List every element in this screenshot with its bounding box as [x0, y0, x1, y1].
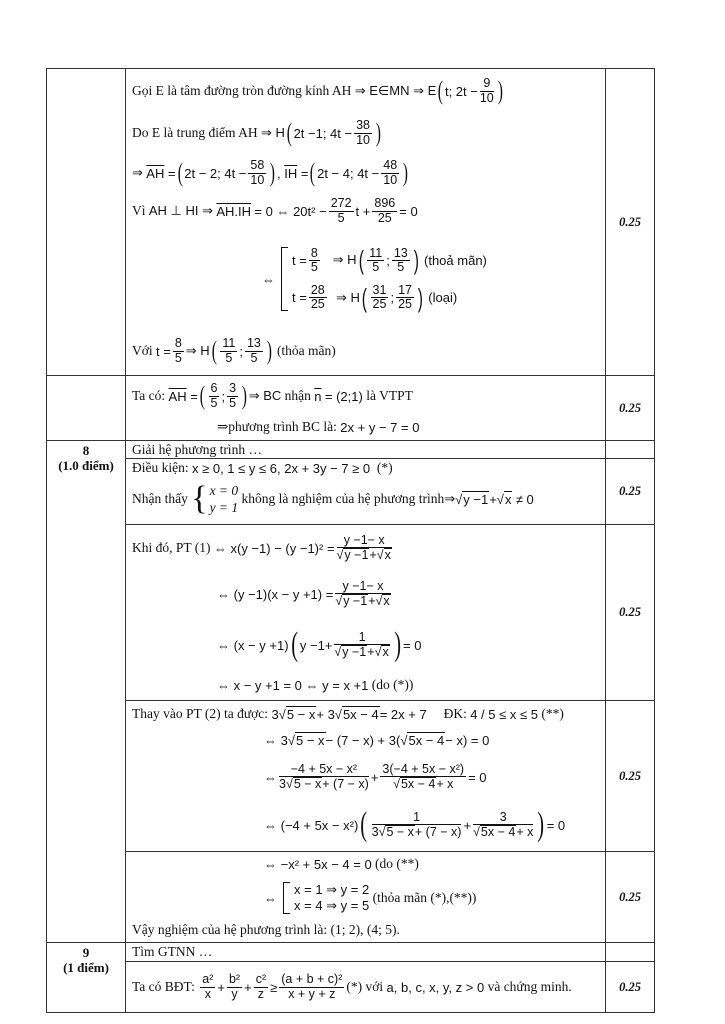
text: Khi đó, PT (1)	[132, 540, 211, 555]
content-cell	[126, 525, 606, 701]
line-inequality: Ta có BĐT: $\frac{\text{a²}}{x}$ + $\frac{\text{b²}}{y}$ + $\frac{\text{c²}}{z}$ ≥ $\frac{\text{(a + b + c)²}}{x + y + z}$ (*) với a, b, c, x, y, z > 0 và chứng minh.	[132, 972, 572, 1001]
question-title: Tìm GTNN …	[132, 944, 213, 959]
question-points: (1 điểm)	[63, 960, 109, 975]
question-points: (1.0 điểm)	[58, 458, 114, 473]
score-cell: 0.25	[606, 376, 655, 441]
line-final: Vậy nghiệm của hệ phương trình là: (1; 2), (4; 5).	[132, 922, 400, 937]
paren-open: (	[438, 76, 444, 105]
paren-close: )	[497, 76, 503, 105]
vector-ah: $\overline{AH}$	[146, 165, 165, 181]
fraction	[480, 77, 494, 104]
text: Nhận thấy	[132, 491, 188, 506]
math: = 0 ⇔ 20t² −	[254, 203, 327, 219]
line-quadratic: ⇔ −x² + 5x − 4 = 0 (do (**)	[264, 856, 419, 872]
score-cell-empty	[606, 441, 655, 459]
point-system: { x = 0 y = 1	[191, 480, 239, 517]
line-pt2-factor: ⇔ (−4 + 5x − x²) ( 1 3√ 5 − x + (7 − x) + 3 √ 5x − 4 + x ) = 0	[264, 806, 566, 843]
numerator: 48	[383, 158, 398, 173]
content-cell	[126, 852, 606, 943]
paren-close: )	[270, 158, 276, 187]
math: AH ⊥ HI ⇒	[148, 203, 213, 218]
denominator: 5	[337, 210, 345, 225]
line-bc-equation	[132, 416, 599, 438]
math: t; 2t −	[444, 83, 478, 99]
math: ⇒ H	[260, 125, 285, 140]
numerator: 58	[250, 158, 265, 173]
line-pt1-factor: ⇔ (y −1)(x − y +1) = y −1− x √ y −1 +√ x	[217, 578, 390, 608]
score-cell: 0.25	[606, 69, 655, 376]
fraction	[372, 197, 397, 224]
roots-system: x = 1 ⇒ y = 2 x = 4 ⇒ y = 5	[283, 882, 369, 914]
status-ok: (thoả mãn)	[424, 252, 487, 268]
question-cell-empty	[47, 69, 126, 376]
numerator: 38	[356, 118, 371, 133]
math: 2t − 2; 4t −	[184, 165, 247, 181]
numerator: 9	[480, 77, 494, 91]
line-pt2-conjugate: ⇔ −4 + 5x − x² 3√ 5 − x + (7 − x) + 3(−4 + 5x − x²) √ 5x − 4 + x = 0	[264, 761, 487, 791]
paren-close: )	[402, 158, 409, 187]
solution-1: t = $\frac{8}{5}$ ⇒ H ( $\frac{11}{5}$ ; $\frac{13}{5}$ ) (thoả mãn)	[292, 245, 487, 276]
paren-open: (	[286, 118, 292, 147]
score-cell: 0.25	[606, 962, 655, 1013]
row-pt2	[47, 701, 655, 852]
line-roots: ⇔ x = 1 ⇒ y = 2 x = 4 ⇒ y = 5 (thỏa mãn (*),(**))	[264, 882, 477, 913]
line-vectors: ⇒ $\overline{AH}$ = ( 2t − 2; 4t − $\frac{58}{10}$ ) , $\overline{IH}$ = ( 2t − 4; 4t − $\frac{48}{10}$ )	[132, 158, 409, 187]
question-title: Giải hệ phương trình …	[132, 441, 262, 457]
line-e-center	[132, 69, 599, 113]
line-perpendicular	[132, 193, 599, 229]
question-cell-empty	[47, 376, 126, 441]
line-check-point: Nhận thấy { x = 0 y = 1 không là nghiệm của hệ phương trình ⇒ √ y −1 + √ x ≠ 0	[132, 480, 534, 517]
row-pt2-solve	[47, 852, 655, 943]
line-pt1-product: ⇔ (x − y +1) ( y −1+ 1 √ y −1 +√ x ) = 0	[217, 626, 422, 663]
text: Vì	[132, 203, 146, 218]
question-9-cell	[47, 943, 126, 1013]
answer-table	[46, 68, 655, 1013]
vector-ih: $\overline{IH}$	[284, 165, 298, 181]
math: 2t −1; 4t −	[293, 125, 353, 141]
score-cell: 0.25	[606, 852, 655, 943]
content-cell	[126, 943, 606, 962]
denominator: 10	[250, 172, 265, 187]
line-midpoint	[132, 113, 599, 153]
text: Do E là trung điểm AH	[132, 125, 258, 140]
denominator: 10	[479, 90, 494, 105]
row-inequality	[47, 962, 655, 1013]
question-number: 9	[82, 945, 90, 960]
line-solutions: ⇔ t = $\frac{8}{5}$ ⇒ H ( $\frac{11}{5}$ ; $\frac{13}{5}$ ) (thoả mãn) t = $\frac{28}{25}$ ⇒ H ( $\frac{31}{25}$ ; $\frac{17}{25}$ ) (loại)	[262, 245, 487, 313]
line-conclusion: Với t = $\frac{8}{5}$ ⇒ H ( $\frac{11}{5}$ ; $\frac{13}{5}$ ) (thỏa mãn)	[132, 336, 336, 365]
row-q9-title	[47, 943, 655, 962]
row-conditions	[47, 459, 655, 525]
text: Ta có:	[132, 388, 166, 403]
dot-product: AH.IH	[216, 203, 252, 219]
solution-2: t = $\frac{28}{25}$ ⇒ H ( $\frac{31}{25}$ ; $\frac{17}{25}$ ) (loại)	[292, 282, 458, 313]
status-rejected: (loại)	[428, 290, 458, 306]
text: Thay vào PT (2) ta được:	[132, 706, 269, 721]
paren-open: (	[310, 158, 316, 187]
fraction	[329, 197, 354, 224]
text: Với	[132, 343, 153, 358]
denominator: 25	[377, 210, 392, 225]
row-bc-line	[47, 376, 655, 441]
math: ⇒	[132, 165, 143, 180]
content-cell	[126, 441, 606, 459]
content-cell	[126, 962, 606, 1013]
content-cell	[126, 69, 606, 376]
question-number: 8	[82, 443, 90, 458]
denominator: 10	[356, 132, 371, 147]
numerator: 272	[330, 196, 352, 211]
row-e-center	[47, 69, 655, 376]
math: 2x + y − 7 = 0	[340, 419, 420, 435]
score-cell-empty	[606, 943, 655, 962]
row-q8-title	[47, 441, 655, 459]
question-8-cell	[47, 441, 126, 943]
math: ⇒ E∈MN ⇒ E	[354, 83, 437, 98]
line-pt1-result: ⇔ x − y +1 = 0 ⇔ y = x +1 (do (*))	[217, 677, 414, 693]
line-conditions: Điều kiện: x ≥ 0, 1 ≤ y ≤ 6, 2x + 3y − 7 ≥ 0 (*)	[132, 460, 393, 476]
text: ⇒phương trình BC là:	[217, 419, 337, 434]
line-ah-vector: Ta có: $\overline{AH}$ = ( $\frac{6}{5}$ ; $\frac{3}{5}$ ) ⇒ BC nhận $\overline{n}$ = (2;1) là VTPT	[132, 381, 413, 410]
line-pt2-transform: ⇔ 3 √ 5 − x − (7 − x) + 3( √ 5x − 4 − x) = 0	[264, 732, 490, 748]
content-cell	[126, 701, 606, 852]
paren-close: )	[375, 118, 381, 147]
text: Điều kiện:	[132, 460, 189, 475]
math: 2t − 4; 4t −	[317, 165, 380, 181]
fraction	[381, 159, 399, 186]
numerator: 896	[374, 196, 396, 211]
text: (thỏa mãn)	[276, 343, 336, 358]
line-pt2: Thay vào PT (2) ta được: 3 √ 5 − x + 3 √ 5x − 4 = 2x + 7 ĐK: 4 / 5 ≤ x ≤ 5 (**)	[132, 706, 564, 722]
math: t +	[355, 203, 371, 219]
content-cell	[126, 376, 606, 441]
score-cell: 0.25	[606, 525, 655, 701]
fraction	[354, 119, 372, 146]
paren-open: (	[177, 158, 183, 187]
content-cell	[126, 459, 606, 525]
score-cell: 0.25	[606, 459, 655, 525]
fraction	[248, 159, 266, 186]
solution-system	[281, 247, 487, 312]
row-pt1	[47, 525, 655, 701]
score-cell: 0.25	[606, 701, 655, 852]
math: = 0	[399, 203, 418, 219]
line-pt1: Khi đó, PT (1) ⇔ x(y −1) − (y −1)² = y −1− x √ y −1 +√ x	[132, 532, 391, 562]
math: x ≥ 0, 1 ≤ y ≤ 6, 2x + 3y − 7 ≥ 0	[192, 460, 371, 476]
denominator: 10	[383, 172, 398, 187]
text: Gọi E là tâm đường tròn đường kính AH	[132, 83, 352, 98]
